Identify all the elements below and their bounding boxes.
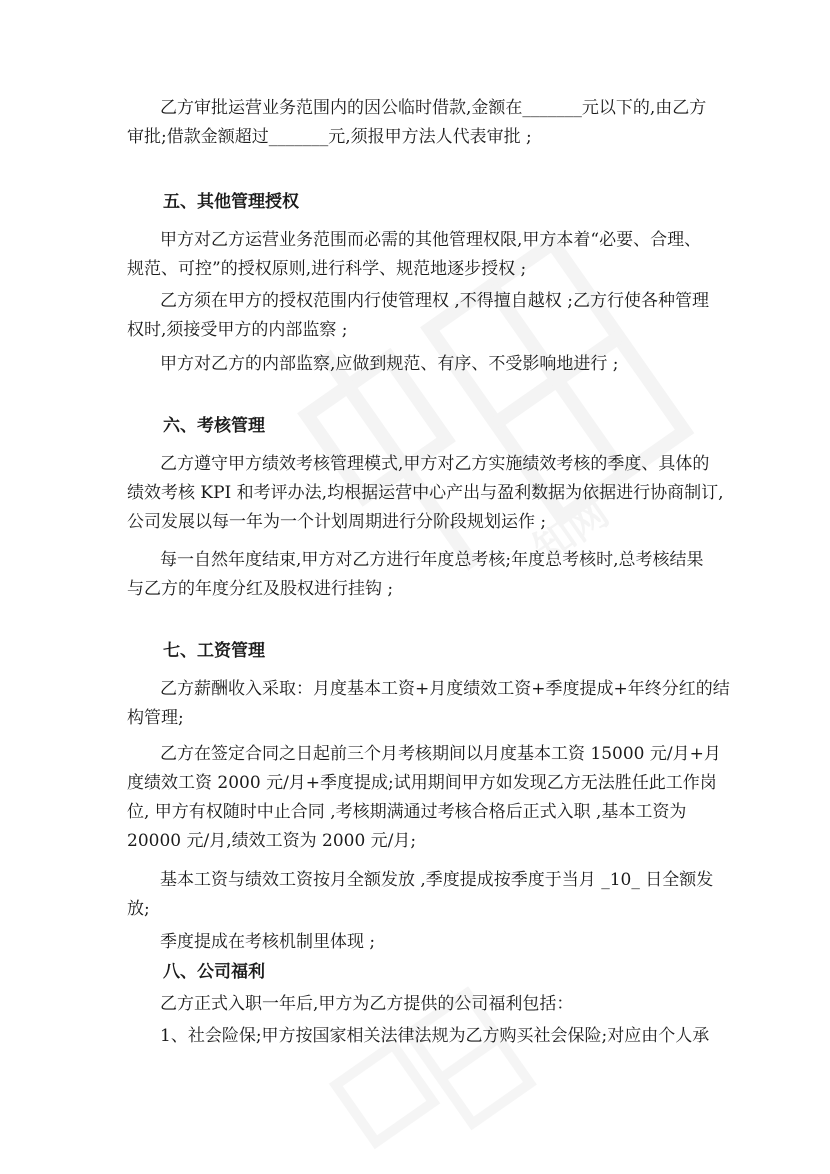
text-line: 度绩效工资 2000 元/月+季度提成;试用期间甲方如发现乙方无法胜任此工作岗: [127, 773, 717, 793]
text-line: 权时,须接受甲方的内部监察 ;: [127, 320, 348, 340]
section-heading-6: 六、考核管理: [163, 416, 265, 436]
text-line: 公司发展以每一年为一个计划周期进行分阶段规划运作 ;: [127, 512, 547, 532]
paragraph-social-insurance: [127, 1022, 710, 1051]
section-heading-8: 八、公司福利: [163, 962, 265, 982]
text-line: 放;: [127, 899, 150, 919]
section-heading-5: 五、其他管理授权: [163, 192, 299, 212]
text-line: 位, 甲方有权随时中止合同 ,考核期满通过考核合格后正式入职 ,基本工资为: [127, 802, 687, 822]
paragraph-commission-note: [127, 928, 707, 957]
text-line: 乙方在签定合同之日起前三个月考核期间以月度基本工资 15000 元/月+月: [160, 744, 721, 764]
text-line: 20000 元/月,绩效工资为 2000 元/月;: [127, 831, 417, 851]
text-line: 与乙方的年度分红及股权进行挂钩 ;: [127, 579, 394, 599]
text-line: 甲方对乙方运营业务范围而必需的其他管理权限,甲方本着“必要、合理、: [160, 230, 702, 250]
text-line: 审批;借款金额超过_______元,须报甲方法人代表审批 ;: [127, 127, 532, 147]
text-line: 绩效考核 KPI 和考评办法,均根据运营中心产出与盈利数据为依据进行协商制订,: [127, 483, 724, 503]
text-line: 1、社会险保;甲方按国家相关法律法规为乙方购买社会保险;对应由个人承: [160, 1026, 710, 1046]
paragraph-performance-review: [127, 450, 724, 537]
text-line: 规范、可控”的授权原则,进行科学、规范地逐步授权 ;: [127, 259, 527, 279]
paragraph-annual-review: [127, 546, 707, 604]
text-line: 季度提成在考核机制里体现 ;: [160, 932, 376, 952]
text-line: 乙方须在甲方的授权范围内行使管理权 ,不得擅自越权 ;乙方行使各种管理: [160, 291, 709, 311]
section-heading-7: 七、工资管理: [163, 641, 265, 661]
text-line: 乙方薪酬收入采取：月度基本工资+月度绩效工资+季度提成+年终分红的结: [160, 679, 730, 699]
watermark-text: 知网: [525, 489, 618, 574]
paragraph-probation-salary: [127, 740, 721, 856]
paragraph-payment-schedule: [127, 866, 714, 924]
paragraph-benefits-intro: [127, 990, 707, 1019]
paragraph-authority-scope: [127, 287, 707, 345]
paragraph-salary-structure: [127, 675, 730, 733]
text-line: 每一自然年度结束,甲方对乙方进行年度总考核;年度总考核时,总考核结果: [160, 550, 704, 570]
paragraph-loan-approval: [127, 94, 707, 152]
text-line: 乙方正式入职一年后,甲方为乙方提供的公司福利包括：: [160, 994, 574, 1014]
text-line: 基本工资与绩效工资按月全额发放 ,季度提成按季度于当月 _10_ 日全额发: [160, 870, 714, 890]
paragraph-authorization-principle: [127, 226, 707, 284]
text-line: 乙方审批运营业务范围内的因公临时借款,金额在_______元以下的,由乙方: [160, 98, 707, 118]
paragraph-internal-supervision: [127, 350, 707, 379]
text-line: 甲方对乙方的内部监察,应做到规范、有序、不受影响地进行 ;: [160, 354, 619, 374]
text-line: 乙方遵守甲方绩效考核管理模式,甲方对乙方实施绩效考核的季度、具体的: [160, 454, 710, 474]
text-line: 构管理;: [127, 708, 184, 728]
